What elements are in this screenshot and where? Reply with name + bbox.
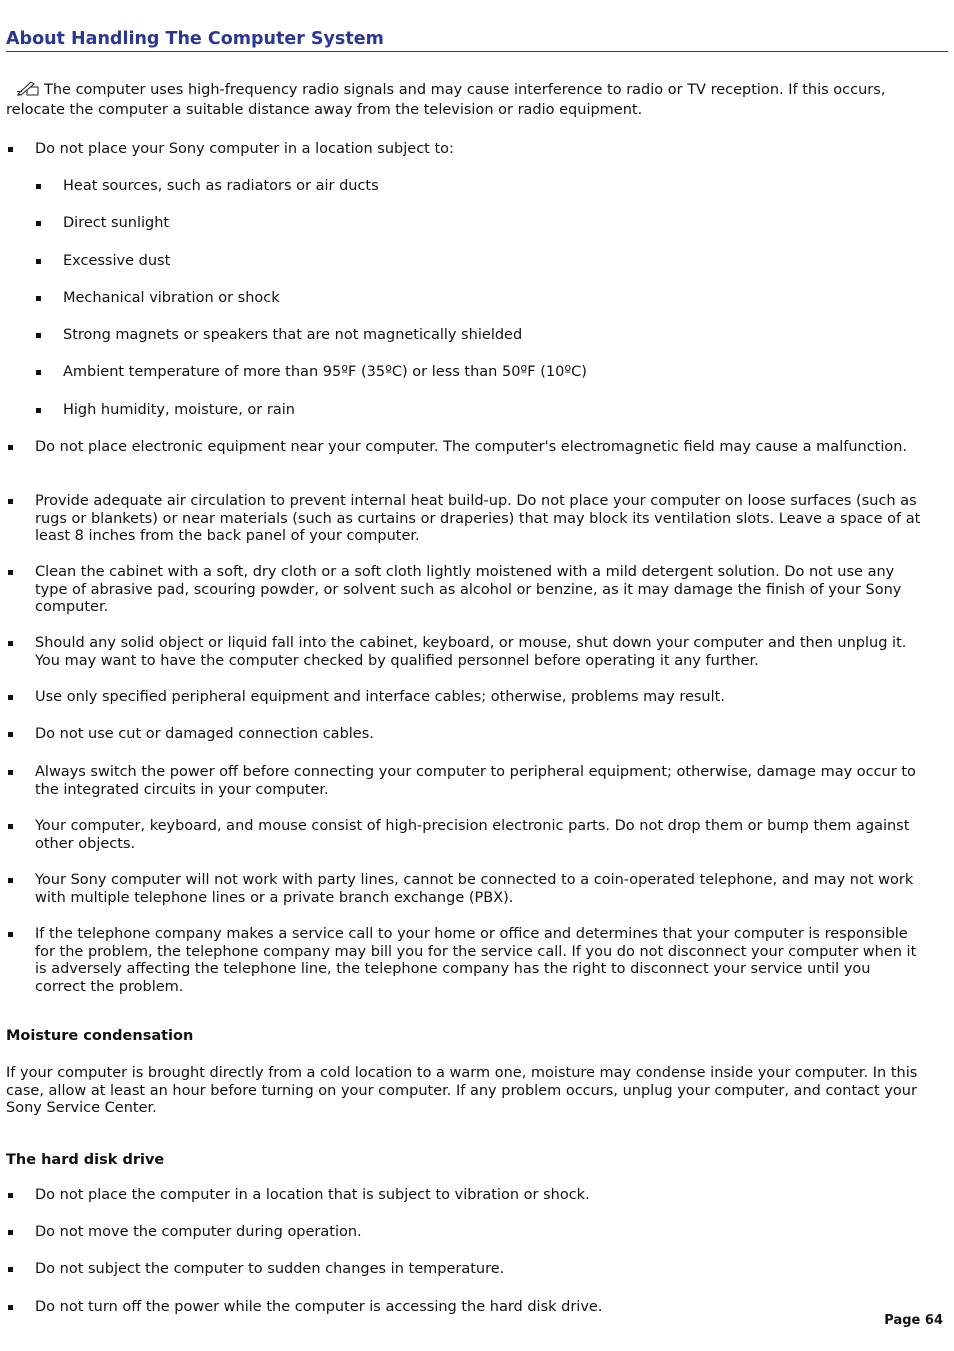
list-item-text: Clean the cabinet with a soft, dry cloth or a soft cloth lightly moistened with a mild detergent solution. Do not use any type of abrasive pad, scouring powder, or solvent such as alcohol or benzine, as it may damage the finish of your Sony computer. <box>35 564 902 615</box>
list-item-text: Do not turn off the power while the computer is accessing the hard disk drive. <box>35 1299 603 1315</box>
bullet-marker <box>8 770 13 775</box>
bullet-marker <box>36 184 41 189</box>
list-item-text: Your Sony computer will not work with party lines, cannot be connected to a coin-operated telephone, and may not work with multiple telephone lines or a private branch exchange (PBX). <box>35 872 914 906</box>
list-item <box>35 1187 925 1205</box>
note-pencil-icon <box>16 80 40 102</box>
list-item <box>35 439 925 457</box>
bullet-marker <box>36 221 41 226</box>
hard-disk-heading: The hard disk drive <box>6 1152 165 1168</box>
moisture-heading: Moisture condensation <box>6 1028 194 1044</box>
list-item-text: Mechanical vibration or shock <box>63 290 280 306</box>
bullet-marker <box>36 370 41 375</box>
list-item <box>35 635 925 670</box>
list-item <box>35 564 925 617</box>
list-item-text: Use only specified peripheral equipment and interface cables; otherwise, problems may result. <box>35 689 725 705</box>
list-item <box>35 689 925 707</box>
bullet-marker <box>36 333 41 338</box>
bullet-marker <box>8 499 13 504</box>
bullet-marker <box>8 641 13 646</box>
list-item-text: Your computer, keyboard, and mouse consist of high-precision electronic parts. Do not drop them or bump them against other objects. <box>35 818 910 852</box>
page-title: About Handling The Computer System <box>6 28 948 52</box>
bullet-marker <box>8 932 13 937</box>
bullet-marker <box>36 259 41 264</box>
list-item <box>35 1299 925 1317</box>
bullet-marker <box>8 1305 13 1310</box>
list-item-text: Do not place electronic equipment near your computer. The computer's electromagnetic field may cause a malfunction. <box>35 439 908 455</box>
list-item-text: Should any solid object or liquid fall into the cabinet, keyboard, or mouse, shut down your computer and then unplug it. You may want to have the computer checked by qualified personnel before operating it any further. <box>35 635 907 669</box>
bullet-marker <box>8 695 13 700</box>
bullet-marker <box>8 1193 13 1198</box>
list-item-text: Always switch the power off before connecting your computer to peripheral equipment; otherwise, damage may occur to the integrated circuits in your computer. <box>35 764 916 798</box>
list-item-text: Ambient temperature of more than 95ºF (35ºC) or less than 50ºF (10ºC) <box>63 364 587 380</box>
list-item-text: Direct sunlight <box>63 215 170 231</box>
list-item-text: Do not use cut or damaged connection cables. <box>35 726 374 742</box>
bullet-marker <box>8 445 13 450</box>
list-item-text: Do not place your Sony computer in a location subject to: <box>35 141 454 157</box>
list-item-text: Excessive dust <box>63 253 171 269</box>
bullet-marker <box>8 878 13 883</box>
list-item <box>35 926 925 996</box>
list-item <box>63 178 923 196</box>
list-item-text: High humidity, moisture, or rain <box>63 402 295 418</box>
list-item <box>35 493 925 546</box>
list-item <box>35 141 925 159</box>
list-item <box>63 364 923 382</box>
bullet-marker <box>8 732 13 737</box>
list-item <box>63 253 923 271</box>
list-item <box>35 726 925 744</box>
bullet-marker <box>36 296 41 301</box>
bullet-marker <box>8 570 13 575</box>
bullet-marker <box>8 1230 13 1235</box>
bullet-marker <box>8 147 13 152</box>
page-number: Page 64 <box>884 1313 943 1328</box>
list-item-text: Provide adequate air circulation to prevent internal heat build-up. Do not place your computer on loose surfaces (such as rugs or blankets) or near materials (such as curtains or draperies) that may block its ventilation slots. Leave a space of at least 8 inches from the back panel of your computer. <box>35 493 921 544</box>
list-item <box>35 764 925 799</box>
list-item <box>63 290 923 308</box>
bullet-marker <box>36 408 41 413</box>
list-item-text: Do not subject the computer to sudden changes in temperature. <box>35 1261 505 1277</box>
list-item-text: Strong magnets or speakers that are not magnetically shielded <box>63 327 523 343</box>
list-item <box>35 1261 925 1279</box>
list-item-text: If the telephone company makes a service call to your home or office and determines that your computer is responsible for the problem, the telephone company may bill you for the service call. If you do not disconnect your computer when it is adversely affecting the telephone line, the telephone company has the right to disconnect your service until you correct the problem. <box>35 926 917 995</box>
list-item <box>35 818 925 853</box>
list-item <box>35 872 925 907</box>
list-item-text: Do not move the computer during operation. <box>35 1224 362 1240</box>
list-item <box>63 327 923 345</box>
note-paragraph <box>6 80 936 119</box>
list-item <box>63 402 923 420</box>
list-item <box>35 1224 925 1242</box>
bullet-marker <box>8 824 13 829</box>
list-item <box>63 215 923 233</box>
bullet-marker <box>8 1267 13 1272</box>
moisture-paragraph: If your computer is brought directly from a cold location to a warm one, moisture may condense inside your computer. In this case, allow at least an hour before turning on your computer. If any problem occurs, unplug your computer, and contact your Sony Service Center. <box>6 1065 918 1116</box>
list-item-text: Do not place the computer in a location that is subject to vibration or shock. <box>35 1187 590 1203</box>
note-text: The computer uses high-frequency radio signals and may cause interference to radio or TV reception. If this occurs, relocate the computer a suitable distance away from the television or radio equipment. <box>6 82 886 118</box>
list-item-text: Heat sources, such as radiators or air ducts <box>63 178 379 194</box>
